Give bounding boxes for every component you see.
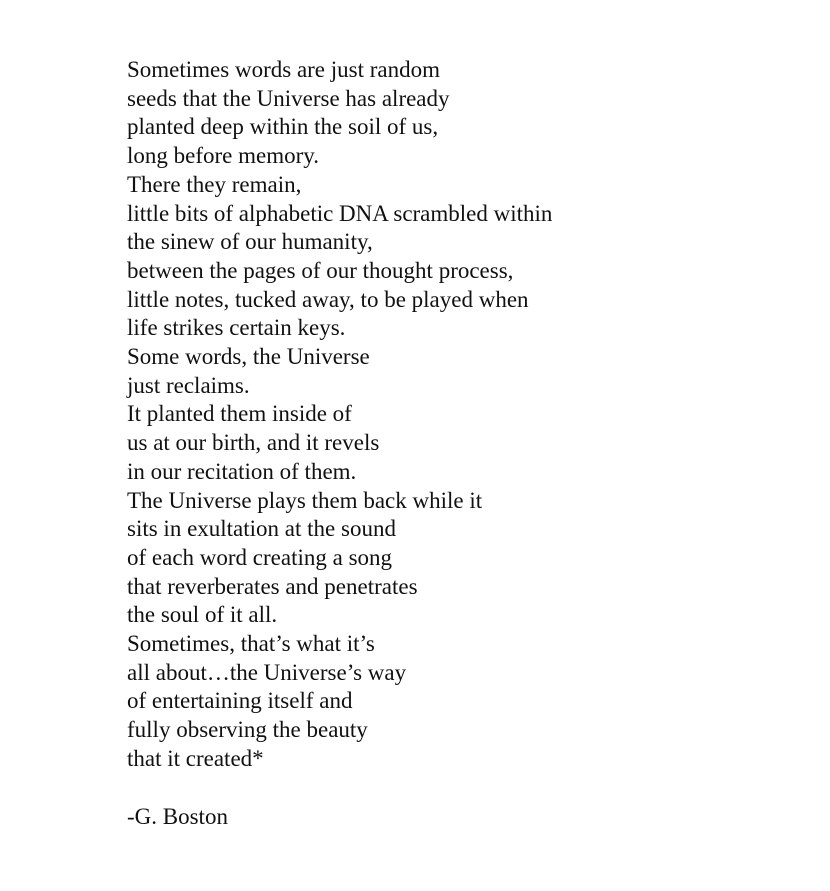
author-signature: -G. Boston — [127, 804, 228, 829]
poem-line: fully observing the beauty — [127, 717, 368, 743]
poem-line: between the pages of our thought process, — [127, 257, 514, 283]
poem-line: seeds that the Universe has already — [127, 85, 450, 111]
poem-line: Sometimes, that’s what it’s — [127, 631, 375, 657]
poem-line: just reclaims. — [127, 372, 250, 398]
poem-line: of each word creating a song — [127, 544, 393, 570]
poem-line: Some words, the Universe — [127, 344, 370, 370]
poem-line: of entertaining itself and — [127, 688, 353, 714]
poem-line: the soul of it all. — [127, 602, 278, 628]
poem-line: all about…the Universe’s way — [127, 659, 407, 685]
poem-line: that it created* — [127, 745, 264, 771]
poem-line: There they remain, — [127, 171, 302, 197]
poem-line: the sinew of our humanity, — [127, 229, 373, 255]
poem-text — [127, 56, 552, 774]
poem-line: that reverberates and penetrates — [127, 573, 418, 599]
poem-line: us at our birth, and it revels — [127, 430, 380, 456]
poem-line: sits in exultation at the sound — [127, 516, 396, 542]
poem-line: Sometimes words are just random — [127, 57, 441, 82]
poem-line: It planted them inside of — [127, 401, 352, 427]
poem-line: in our recitation of them. — [127, 458, 357, 484]
poem-line: The Universe plays them back while it — [127, 487, 483, 513]
poem-line: life strikes certain keys. — [127, 315, 346, 341]
poem-line: long before memory. — [127, 143, 320, 169]
poem-line: little notes, tucked away, to be played when — [127, 286, 529, 312]
poem-line: little bits of alphabetic DNA scrambled within — [127, 200, 553, 226]
poem-line: planted deep within the soil of us, — [127, 114, 439, 140]
